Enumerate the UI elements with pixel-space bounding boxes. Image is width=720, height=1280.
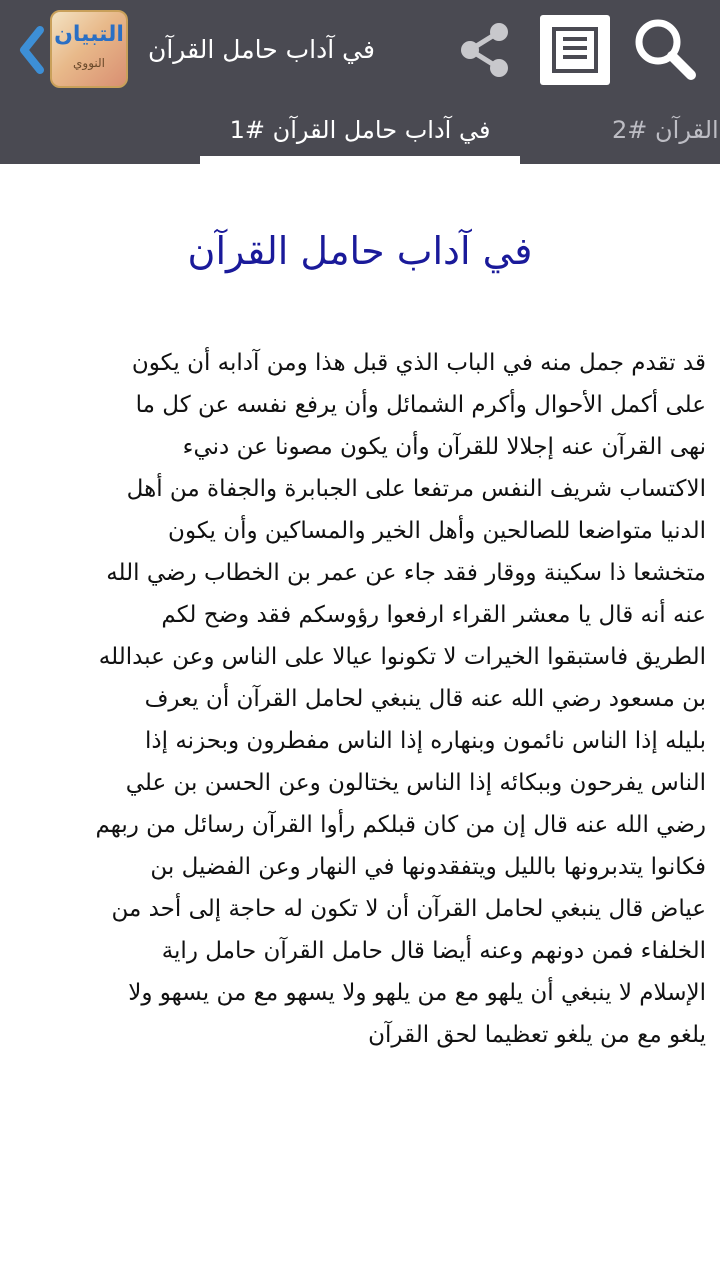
share-icon[interactable] bbox=[455, 20, 515, 80]
article-line: رضي الله عنه قال إن من كان قبلكم رأوا القرآن رسائل من ربهم bbox=[95, 812, 706, 838]
article-line: الاكتساب شريف النفس مرتفعا على الجبابرة والجفاة من أهل bbox=[126, 476, 706, 502]
article-line: عياض قال ينبغي لحامل القرآن أن لا تكون له حاجة إلى أحد من bbox=[111, 896, 706, 922]
article-body bbox=[14, 342, 706, 1056]
active-tab-indicator bbox=[200, 156, 520, 164]
menu-icon-line bbox=[563, 55, 587, 59]
menu-button[interactable] bbox=[540, 15, 610, 85]
article-line: الخلفاء فمن دونهم وعنه أيضا قال حامل القرآن حامل راية bbox=[161, 938, 706, 964]
article-line: الناس يفرحون وببكائه إذا الناس يختالون وعن الحسن بن علي bbox=[125, 770, 706, 796]
article-line: قد تقدم جمل منه في الباب الذي قبل هذا ومن آدابه أن يكون bbox=[131, 350, 706, 376]
app-logo-title: التبيان bbox=[54, 22, 124, 47]
article-line: الطريق فاستبقوا الخيرات لا تكونوا عيالا على الناس وعن عبدالله bbox=[98, 644, 706, 670]
article-line: على أكمل الأحوال وأكرم الشمائل وأن يرفع نفسه عن كل ما bbox=[135, 392, 706, 418]
article-line: متخشعا ذا سكينة ووقار فقد جاء عن عمر بن الخطاب رضي الله bbox=[106, 560, 706, 586]
article-line: عنه أنه قال يا معشر القراء ارفعوا رؤوسكم فقد وضح لكم bbox=[161, 602, 706, 628]
menu-icon-line bbox=[563, 37, 587, 41]
article-content bbox=[0, 164, 720, 1280]
article-line: فكانوا يتدبرونها بالليل ويتفقدونها في النهار وعن الفضيل بن bbox=[150, 854, 706, 880]
article-line: الإسلام لا ينبغي أن يلهو مع من يلهو ولا يسهو مع من يسهو ولا bbox=[128, 980, 706, 1006]
article-line: بن مسعود رضي الله عنه قال ينبغي لحامل القرآن أن يعرف bbox=[144, 686, 706, 712]
app-logo-subtitle: النووي bbox=[73, 56, 105, 70]
tab-1[interactable]: في آداب حامل القرآن #1 bbox=[229, 116, 491, 144]
action-bar bbox=[0, 0, 720, 100]
menu-icon bbox=[552, 27, 598, 73]
article-line: بليله إذا الناس نائمون وبنهاره إذا الناس مفطرون وبحزنه إذا bbox=[145, 728, 706, 754]
search-icon[interactable] bbox=[628, 14, 700, 86]
article-line: نهى القرآن عنه إجلالا للقرآن وأن يكون مصونا عن دنيء bbox=[182, 434, 706, 460]
tab-bar bbox=[0, 100, 720, 164]
app-logo[interactable] bbox=[50, 10, 128, 88]
article-line: الدنيا متواضعا للصالحين وأهل الخير والمساكين وأن يكون bbox=[168, 518, 706, 544]
tab-2[interactable]: القرآن #2 bbox=[612, 116, 719, 144]
actionbar-title: في آداب حامل القرآن bbox=[148, 35, 375, 64]
menu-icon-line bbox=[563, 46, 587, 50]
article-heading: في آداب حامل القرآن bbox=[187, 229, 533, 273]
article-line: يلغو مع من يلغو تعظيما لحق القرآن bbox=[368, 1022, 706, 1048]
back-chevron-icon[interactable] bbox=[14, 22, 48, 78]
